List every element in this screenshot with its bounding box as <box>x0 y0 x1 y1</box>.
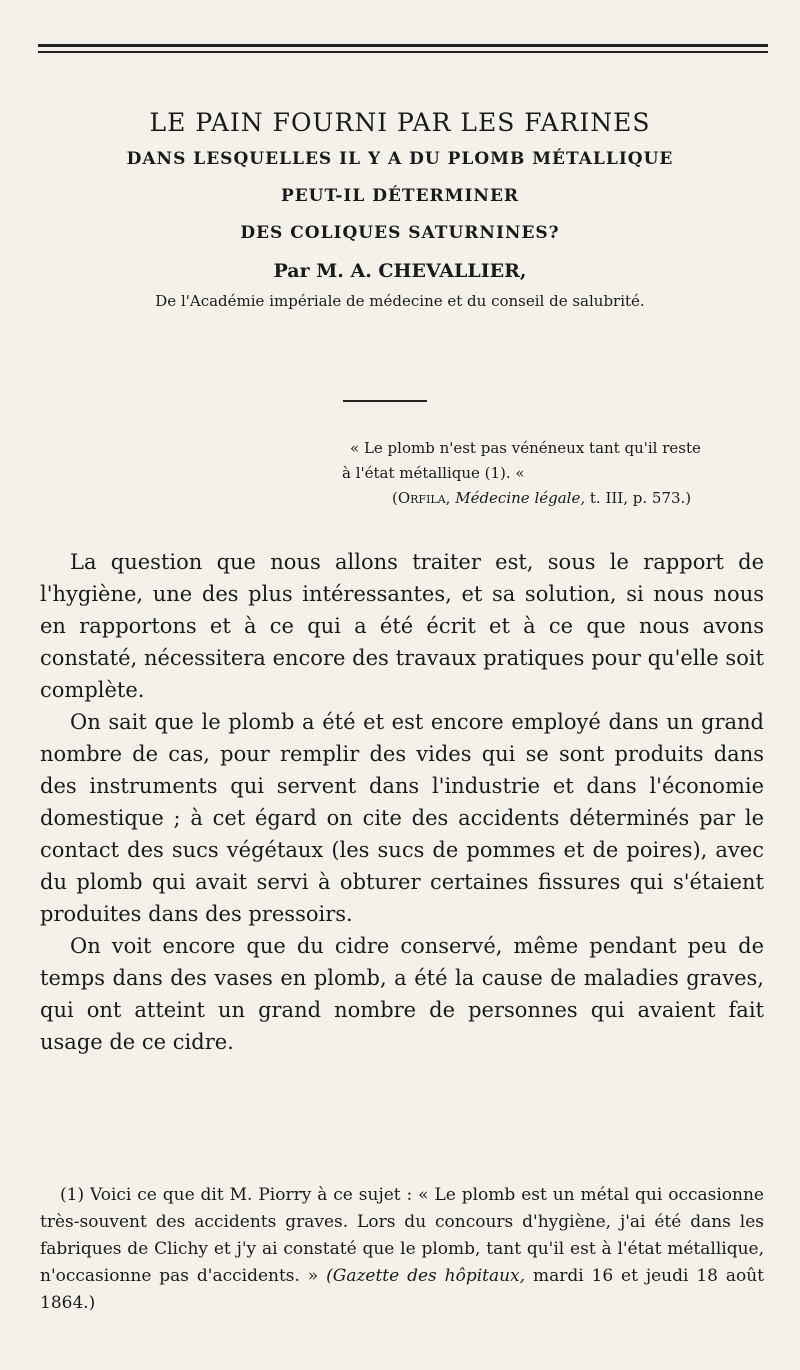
title-line-1: LE PAIN FOURNI PAR LES FARINES <box>149 108 651 137</box>
article-heading <box>40 108 760 310</box>
section-separator <box>343 400 427 402</box>
epigraph-citation <box>330 486 770 511</box>
author-affiliation: De l'Académie impériale de médecine et du conseil de salubrité. <box>155 292 645 310</box>
paragraph: On voit encore que du cidre conservé, même pendant peu de temps dans des vases en plomb, a été la cause de maladies graves, qui ont atteint un grand nombre de personnes qui avaient fait usage de ce cidre. <box>40 934 764 1054</box>
body-text <box>40 546 764 1058</box>
title-line-3: PEUT-IL DÉTERMINER <box>280 186 520 206</box>
epigraph-line-2: à l'état métallique (1). « <box>342 464 525 482</box>
epigraph <box>330 436 770 511</box>
citation-ref: t. III, p. 573.) <box>589 489 692 507</box>
title-line-2: DANS LESQUELLES IL Y A DU PLOMB MÉTALLIQUE <box>126 149 674 169</box>
footnote <box>40 1182 764 1317</box>
footnote-date: mardi 16 et jeudi 18 août 1864.) <box>40 1266 764 1313</box>
footnote-source: (Gazette des hôpitaux, <box>326 1266 526 1286</box>
header-double-rule <box>38 44 768 53</box>
epigraph-line-1: « Le plomb n'est pas vénéneux tant qu'il reste <box>350 439 701 457</box>
footnote-text: (1) Voici ce que dit M. Piorry à ce sujet : « Le plomb est un métal qui occasionne très-souvent des accidents graves. Lors du concours d'hygiène, j'ai été dans les fabriques de Clichy et j'y ai constaté que le plomb, tant qu'il est à l'état métallique, n'occasionne pas d'accidents. » <box>40 1185 764 1286</box>
citation-author: (Orfila, <box>392 489 451 507</box>
author-name: Par M. A. CHEVALLIER, <box>273 260 527 282</box>
footnote-paragraph <box>40 1182 764 1317</box>
citation-work: Médecine légale, <box>455 489 586 507</box>
paragraph: On sait que le plomb a été et est encore employé dans un grand nombre de cas, pour remplir des vides qui se sont produits dans des instruments qui servent dans l'industrie et dans l'économie domestique ; à cet égard on cite des accidents déterminés par le contact des sucs végétaux (les sucs de pommes et de poires), avec du plomb qui avait servi à obturer certaines fissures qui s'étaient produites dans des pressoirs. <box>40 710 764 926</box>
title-line-4: DES COLIQUES SATURNINES? <box>240 223 560 243</box>
paragraph: La question que nous allons traiter est, sous le rapport de l'hygiène, une des plus intéressantes, et sa solution, si nous nous en rapportons et à ce qui a été écrit et à ce que nous avons constaté, nécessitera encore des travaux pratiques pour qu'elle soit complète. <box>40 550 764 702</box>
